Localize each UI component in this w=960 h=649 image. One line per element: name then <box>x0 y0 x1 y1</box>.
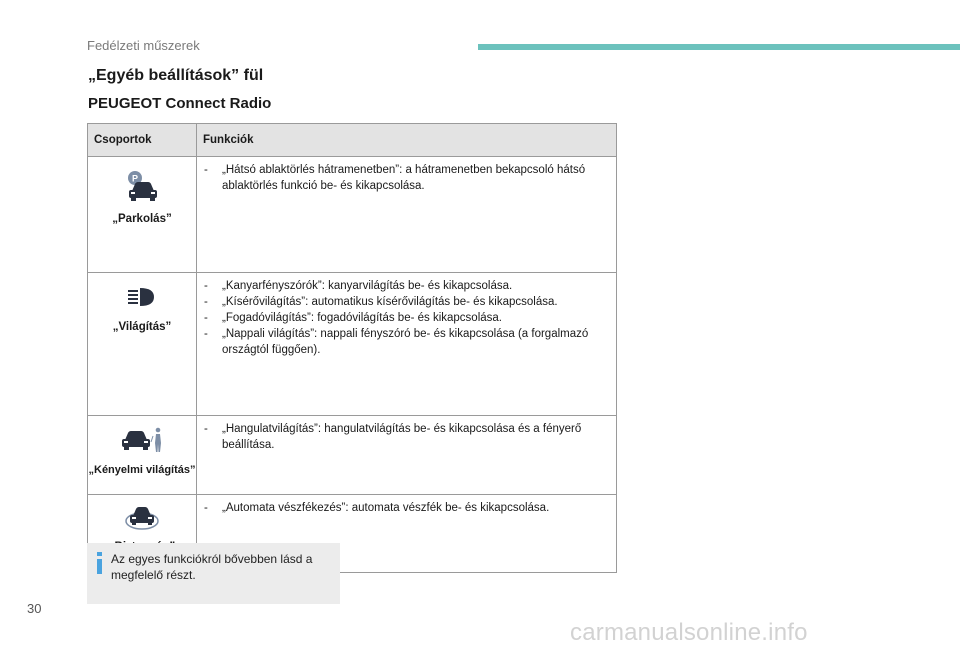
svg-text:P: P <box>131 173 139 184</box>
group-label-parking: „Parkolás” <box>112 213 172 225</box>
headlight-icon <box>124 285 160 311</box>
group-cell-parking <box>88 157 197 273</box>
group-cell-comfort <box>88 416 197 495</box>
safety-car-icon <box>124 503 160 531</box>
functions-cell-lighting <box>197 273 617 416</box>
sub-title: PEUGEOT Connect Radio <box>88 95 272 112</box>
table-header-row <box>88 124 617 157</box>
table-row <box>88 273 617 416</box>
group-label-comfort: „Kényelmi világítás” <box>88 464 196 476</box>
list-item: - „Hangulatvilágítás”: hangulatvilágítás be- és kikapcsolása és a fényerő beállítása. <box>204 423 582 451</box>
group-label-lighting: „Világítás” <box>112 321 172 333</box>
info-icon <box>96 552 104 574</box>
group-cell-lighting <box>88 273 197 416</box>
chapter-label: Fedélzeti műszerek <box>87 38 200 53</box>
list-item: - „Kísérővilágítás”: automatikus kísérővilágítás be- és kikapcsolása. <box>204 296 558 308</box>
note-text: Az egyes funkciókról bővebben lásd a megfelelő részt. <box>111 552 313 582</box>
parking-car-icon <box>124 169 160 203</box>
column-header-groups: Csoportok <box>88 124 197 157</box>
functions-table <box>87 123 617 573</box>
list-item: - „Automata vészfékezés”: automata vészfék be- és kikapcsolása. <box>204 502 550 514</box>
section-title: „Egyéb beállítások” fül <box>88 67 264 84</box>
watermark: carmanualsonline.info <box>570 619 808 646</box>
comfort-car-person-icon <box>120 426 164 454</box>
list-item: - „Fogadóvilágítás”: fogadóvilágítás be- és kikapcsolása. <box>204 312 502 324</box>
table-row <box>88 157 617 273</box>
column-header-functions: Funkciók <box>197 124 617 157</box>
table-row <box>88 416 617 495</box>
info-note <box>87 543 340 604</box>
list-item: - „Nappali világítás”: nappali fényszóró be- és kikapcsolása (a forgalmazó országtól függően). <box>204 328 589 356</box>
functions-cell-parking <box>197 157 617 273</box>
list-item: - „Kanyarfényszórók”: kanyarvilágítás be- és kikapcsolása. <box>204 280 513 292</box>
list-item: - „Hátsó ablaktörlés hátramenetben”: a hátramenetben bekapcsoló hátsó ablaktörlés funkció be- és kikapcsolása. <box>204 164 586 192</box>
header-accent-bar <box>478 44 960 50</box>
functions-cell-comfort <box>197 416 617 495</box>
page-number: 30 <box>27 601 42 616</box>
